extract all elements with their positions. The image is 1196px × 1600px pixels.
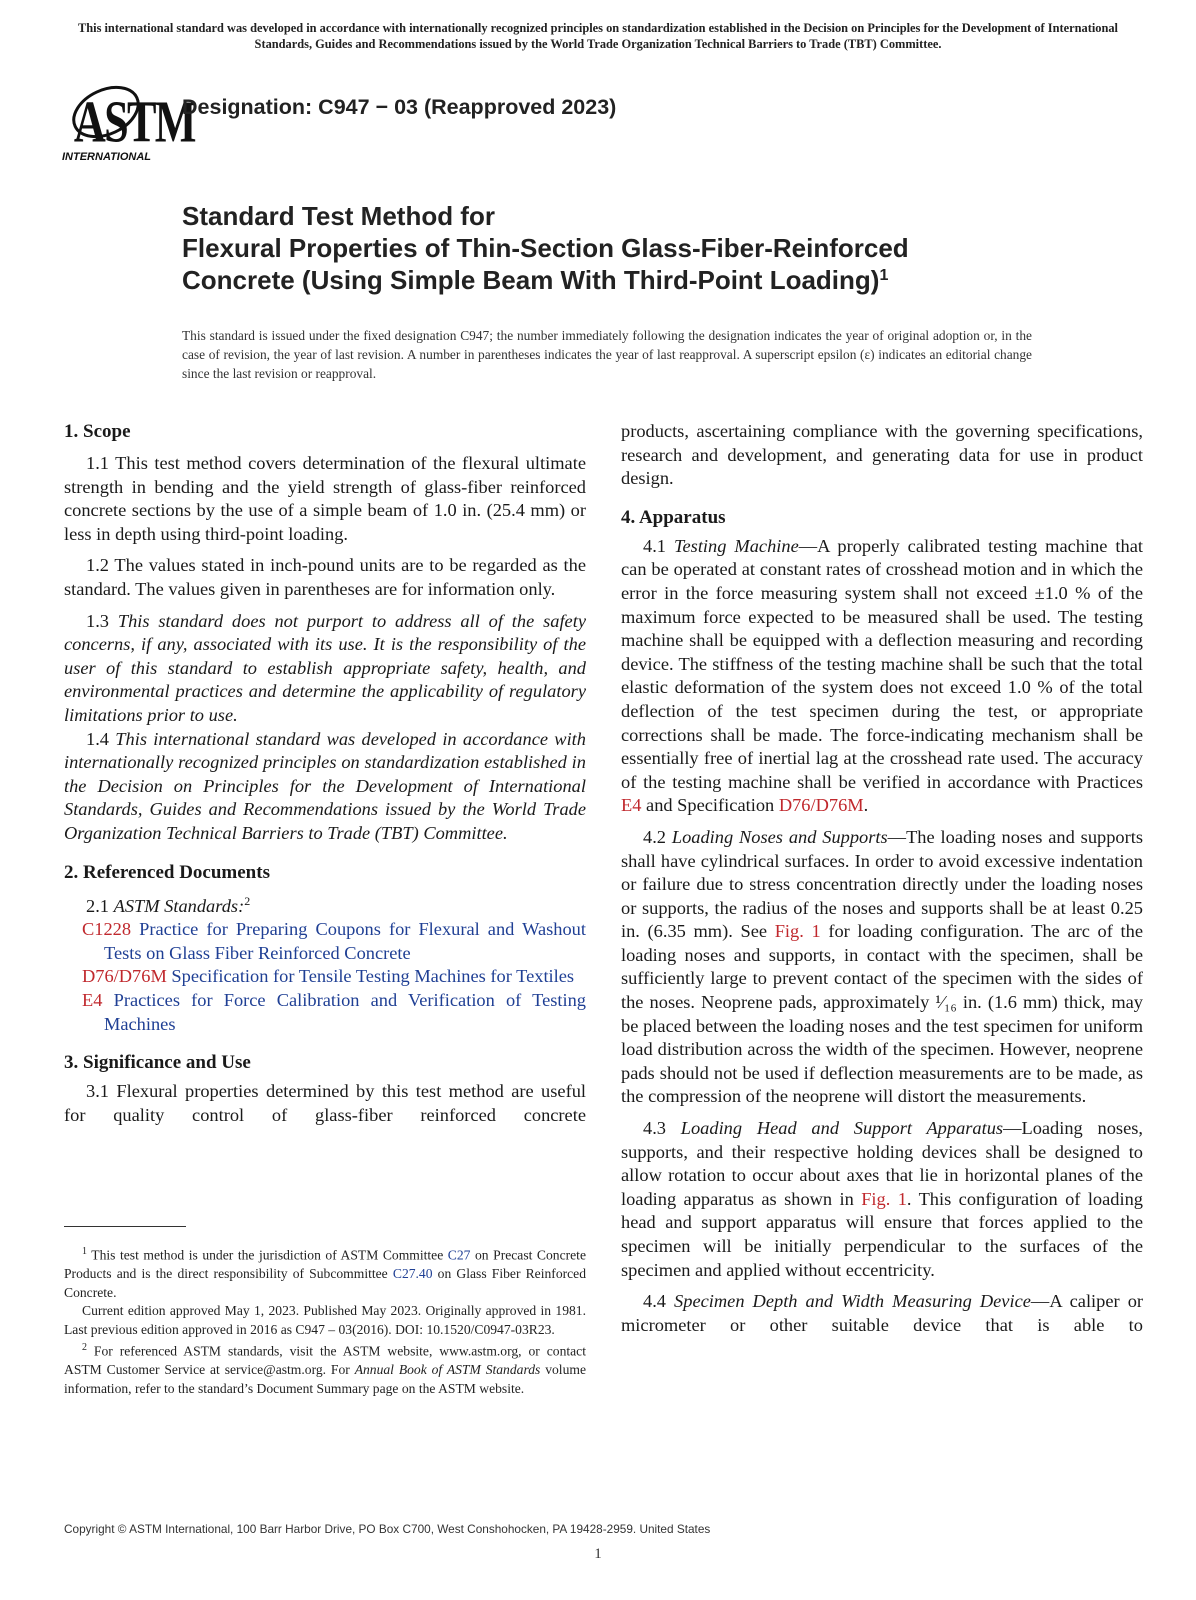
link-fig-1[interactable]: Fig. 1	[774, 921, 821, 942]
footnote-2: $^2$ For referenced ASTM standards, visit the ASTM website, www.astm.org, or contact ASTM Customer Service at service@astm.org. For Annual Book of ASTM Standards volume information, refer to the standard’s Document Summary page on the ASTM website.	[64, 1342, 586, 1396]
page-title	[182, 200, 1082, 296]
paragraph-1-1: 1.1 This test method covers determination of the flexural ultimate strength in bending and the yield strength of glass-fiber reinforced concrete sections by the use of a simple beam of 1.0 in. (25.4 mm) or less in depth using third-point loading.	[64, 453, 586, 544]
title-footnote-mark[interactable]: 1	[879, 267, 889, 284]
reference-d76[interactable]: D76/D76M Specification for Tensile Testing Machines for Textiles	[82, 966, 575, 987]
section-heading-scope: 1. Scope	[64, 421, 131, 442]
title-line-1: Standard Test Method for	[182, 201, 495, 231]
link-fig-1-b[interactable]: Fig. 1	[861, 1188, 907, 1209]
right-column	[621, 420, 1143, 1337]
top-notice: This international standard was developed in accordance with internationally recognized principles on standardization established in the Decision on Principles for the Development of International Standards, Guides and Recommendations issued by the World Trade Organization Technical Barriers to Trade (TBT) Committee.	[77, 21, 1119, 51]
reference-e4[interactable]: E4 Practices for Force Calibration and Verification of Testing Machines	[82, 990, 586, 1034]
section-heading-significance: 3. Significance and Use	[64, 1052, 251, 1074]
copyright: Copyright © ASTM International, 100 Barr Harbor Drive, PO Box C700, West Conshohocken, PA 19428-2959. United States	[64, 1522, 711, 1536]
footnote-1: $^1$ This test method is under the jurisdiction of ASTM Committee C27 on Precast Concrete Products and is the direct responsibility of Subcommittee C27.40 on Glass Fiber Reinforced Concrete.	[64, 1246, 587, 1300]
paragraph-4-4: 4.4 Specimen Depth and Width Measuring Device—A caliper or micrometer or other suitable device that is able to	[621, 1291, 1144, 1335]
section-heading-referenced-documents: 2. Referenced Documents	[64, 861, 270, 883]
footnote-edition: Current edition approved May 1, 2023. Published May 2023. Originally approved in 1981. Last previous edition approved in 2016 as C947 – 03(2016). DOI: 10.1520/C0947-03R23.	[64, 1303, 586, 1337]
page-number: 1	[594, 1546, 602, 1562]
paragraph-3-1-start: 3.1 Flexural properties determined by this test method are useful for quality control of glass-fiber reinforced concrete	[64, 1081, 586, 1125]
paragraph-2-1: 2.1 ASTM Standards:$^2$	[86, 893, 251, 916]
footnotes	[64, 1243, 586, 1398]
paragraph-1-4: 1.4 This international standard was developed in accordance with internationally recognized principles on standardization established in the Decision on Principles for the Development of International Standards, Guides and Recommendations issued by the World Trade Organization Technical Barriers to Trade (TBT) Committee.	[64, 728, 586, 843]
link-c27-40[interactable]: C27.40	[392, 1266, 433, 1282]
reference-c1228[interactable]: C1228 Practice for Preparing Coupons for Flexural and Washout Tests on Glass Fiber Reinforced Concrete	[82, 919, 586, 963]
footnote-rule	[64, 1226, 186, 1227]
link-e4[interactable]: E4	[621, 795, 642, 816]
paragraph-3-1-continued: products, ascertaining compliance with the governing specifications, research and development, and generating data for use in product design.	[621, 421, 1143, 489]
logo-text: INTERNATIONAL	[62, 151, 152, 163]
link-d76[interactable]: D76/D76M	[778, 795, 864, 816]
title-line-2: Flexural Properties of Thin-Section Glass-Fiber-Reinforced	[182, 233, 909, 263]
title-line-3: Concrete (Using Simple Beam With Third-Point Loading)$^1$	[182, 265, 889, 295]
paragraph-4-2: 4.2 Loading Noses and Supports—The loading noses and supports shall have cylindrical surfaces. In order to avoid excessive indentation or failure due to stress concentration directly under the loading noses or supports, the radius of the noses and supports shall be at least 0.25 in. (6.35 mm). See Fig. 1 for loading configuration. The arc of the loading noses and supports, in contact with the specimen, shall be sufficiently large to prevent contact of the specimen with the sides of the noses. Neoprene pads, approximately ¹⁄₁₆ in. (1.6 mm) thick, may be placed between the loading noses and the test specimen for uniform load distribution across the width of the specimen. However, neoprene pads should not be used if deflection measurements are to be made, as the compression of the neoprene will distort the measurements.	[621, 826, 1143, 1107]
designation: Designation: C947 − 03 (Reapproved 2023)	[182, 95, 617, 119]
link-c27[interactable]: C27	[447, 1247, 471, 1263]
svg-text:ASTM: ASTM	[73, 88, 195, 155]
issued-note: This standard is issued under the fixed designation C947; the number immediately following the designation indicates the year of original adoption or, in the case of revision, the year of last revision. A number in parentheses indicates the year of last reapproval. A superscript epsilon (ε) indicates an editorial change since the last revision or reapproval.	[182, 328, 1032, 381]
paragraph-4-1: 4.1 Testing Machine—A properly calibrated testing machine that can be operated at constant rates of crosshead motion and in which the error in the force measuring system shall not exceed ±1.0 % of the maximum force expected to be measured shall be used. The testing machine shall be equipped with a deflection measuring and recording device. The stiffness of the testing machine shall be such that the total elastic deformation of the system does not exceed 1.0 % of the total deflection of the test specimen during the test, or appropriate corrections shall be made. The force-indicating mechanism shall be essentially free of inertial lag at the crosshead rate used. The accuracy of the testing machine shall be verified in accordance with Practices E4 and Specification D76/D76M.	[621, 535, 1144, 816]
paragraph-1-3: 1.3 This standard does not purport to address all of the safety concerns, if any, associated with its use. It is the responsibility of the user of this standard to establish appropriate safety, health, and environmental practices and determine the applicability of regulatory limitations prior to use.	[64, 610, 586, 725]
astm-logo-icon	[62, 70, 195, 166]
section-heading-apparatus: 4. Apparatus	[621, 506, 726, 528]
paragraph-1-2: 1.2 The values stated in inch-pound units are to be regarded as the standard. The values given in parentheses are for information only.	[64, 555, 586, 599]
paragraph-4-3: 4.3 Loading Head and Support Apparatus—Loading noses, supports, and their respective holding devices shall be designed to allow rotation to occur about axes that lie in horizontal planes of the loading apparatus as shown in Fig. 1. This configuration of loading head and support apparatus will ensure that forces applied to the specimen will be initially perpendicular to the surfaces of the specimen and applied without eccentricity.	[621, 1118, 1143, 1280]
left-column	[64, 420, 586, 1127]
